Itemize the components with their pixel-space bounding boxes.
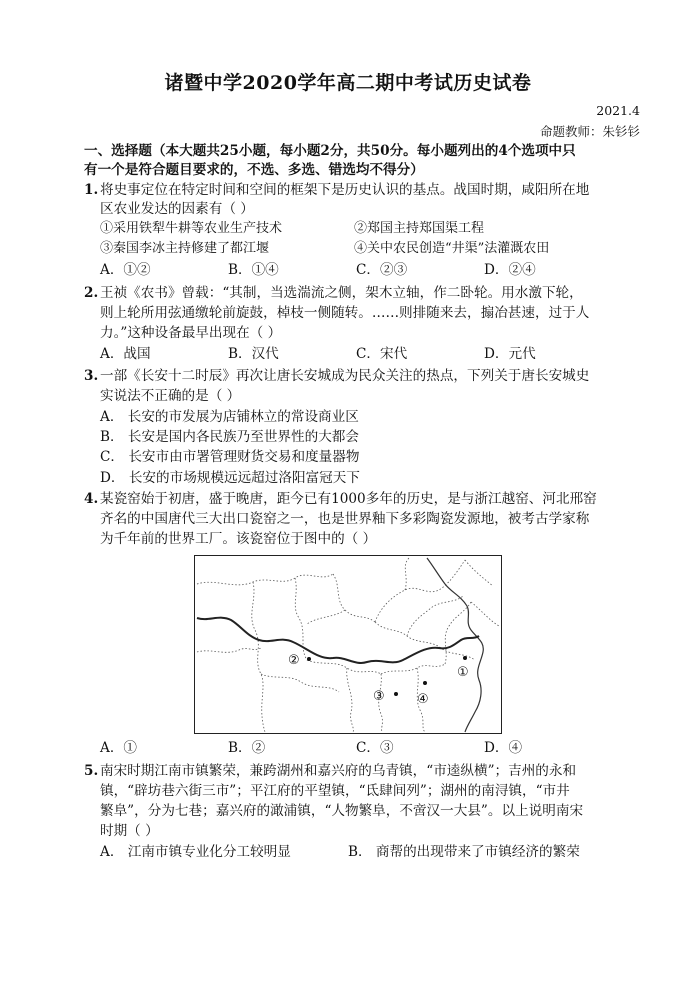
exam-author: 命题教师：朱钐钐 xyxy=(539,124,640,139)
q5-stem-line4: 时期（ ） xyxy=(100,823,159,839)
q4-option-a: A．① xyxy=(100,740,138,756)
q5-stem-line3: 繁阜”，分为七巷；嘉兴府的澉浦镇，“人物繁阜，不啻汉一大县”。以上说明南宋 xyxy=(100,803,584,819)
q3-stem-line1: 一部《长安十二时辰》再次让唐长安城成为民众关注的热点，下列关于唐长安城史 xyxy=(100,368,590,384)
map-label-3: ③ xyxy=(373,689,385,704)
q5-option-a: A． 江南市镇专业化分工较明显 xyxy=(100,844,291,860)
exam-title: 诸暨中学2020学年高二期中考试历史试卷 xyxy=(164,72,532,94)
map-drawing xyxy=(195,556,501,733)
q2-number: 2. xyxy=(84,285,99,301)
q4-stem-line2: 齐名的中国唐代三大出口瓷窑之一，也是世界釉下多彩陶瓷发源地，被考古学家称 xyxy=(100,511,590,527)
map-label-1: ① xyxy=(457,665,469,680)
q1-stem-line1: 将史事定位在特定时间和空间的框架下是历史认识的基点。战国时期，咸阳所在地 xyxy=(100,182,590,198)
q2-option-d: D．元代 xyxy=(484,346,536,362)
q3-option-b: B． 长安是国内各民族乃至世界性的大都会 xyxy=(100,429,359,445)
q1-option-b: B．①④ xyxy=(228,262,279,278)
section-heading-line1: 一、选择题（本大题共25小题，每小题2分，共50分。每小题列出的4个选项中只 xyxy=(84,143,576,159)
q5-number: 5. xyxy=(84,763,99,779)
china-map-figure xyxy=(194,555,502,734)
q3-option-c: C． 长安市由市署管理财货交易和度量器物 xyxy=(100,449,360,465)
q4-number: 4. xyxy=(84,491,99,507)
exam-date: 2021.4 xyxy=(596,103,640,118)
q3-stem-line2: 实说法不正确的是（ ） xyxy=(100,388,241,404)
q1-item-1: ①采用铁犁牛耕等农业生产技术 xyxy=(100,221,283,236)
q2-stem-line3: 力。”这种设备最早出现在（ ） xyxy=(100,325,282,341)
q3-option-a: A． 长安的市发展为店铺林立的常设商业区 xyxy=(100,409,359,425)
q1-item-2: ②郑国主持郑国渠工程 xyxy=(354,221,485,236)
q2-stem-line1: 王祯《农书》曾载：“其制，当选湍流之侧，架木立轴，作二卧轮。用水激下轮， xyxy=(100,285,583,301)
map-label-4: ④ xyxy=(417,692,429,707)
q5-option-b: B． 商帮的出现带来了市镇经济的繁荣 xyxy=(348,844,580,860)
q1-stem-line2: 区农业发达的因素有（ ） xyxy=(100,201,254,217)
q2-stem-line2: 则上轮所用弦通缴轮前旋鼓，棹枝一侧随转。……则排随来去，搧冶甚速，过于人 xyxy=(100,305,590,321)
q2-option-c: C．宋代 xyxy=(356,346,408,362)
q1-option-d: D．②④ xyxy=(484,262,536,278)
q2-option-a: A．战国 xyxy=(100,346,151,362)
q3-option-d: D． 长安的市场规模远远超过洛阳富冠天下 xyxy=(100,470,360,486)
q1-item-3: ③秦国李冰主持修建了都江堰 xyxy=(100,241,270,256)
q4-option-c: C．③ xyxy=(356,740,394,756)
q4-stem-line1: 某瓷窑始于初唐，盛于晚唐，距今已有1000多年的历史，是与浙江越窑、河北邢窑 xyxy=(100,491,597,507)
q4-option-b: B．② xyxy=(228,740,266,756)
q1-option-a: A．①② xyxy=(100,262,151,278)
q1-number: 1. xyxy=(84,182,99,198)
map-label-2: ② xyxy=(288,653,300,668)
section-heading-line2: 有一个是符合题目要求的，不选、多选、错选均不得分） xyxy=(84,162,424,178)
q3-number: 3. xyxy=(84,368,99,384)
q1-option-c: C．②③ xyxy=(356,262,408,278)
q4-stem-line3: 为千年前的世界工厂。该瓷窑位于图中的（ ） xyxy=(100,531,377,547)
q5-stem-line1: 南宋时期江南市镇繁荣，兼跨湖州和嘉兴府的乌青镇，“市逵纵横”；吉州的永和 xyxy=(100,763,577,779)
q5-stem-line2: 镇，“辟坊巷六街三市”；平江府的平望镇，“氐肆间列”；湖州的南浔镇，“市井 xyxy=(100,783,570,799)
q4-option-d: D．④ xyxy=(484,740,523,756)
q2-option-b: B．汉代 xyxy=(228,346,279,362)
q1-item-4: ④关中农民创造“井渠”法灌溉农田 xyxy=(354,241,550,256)
